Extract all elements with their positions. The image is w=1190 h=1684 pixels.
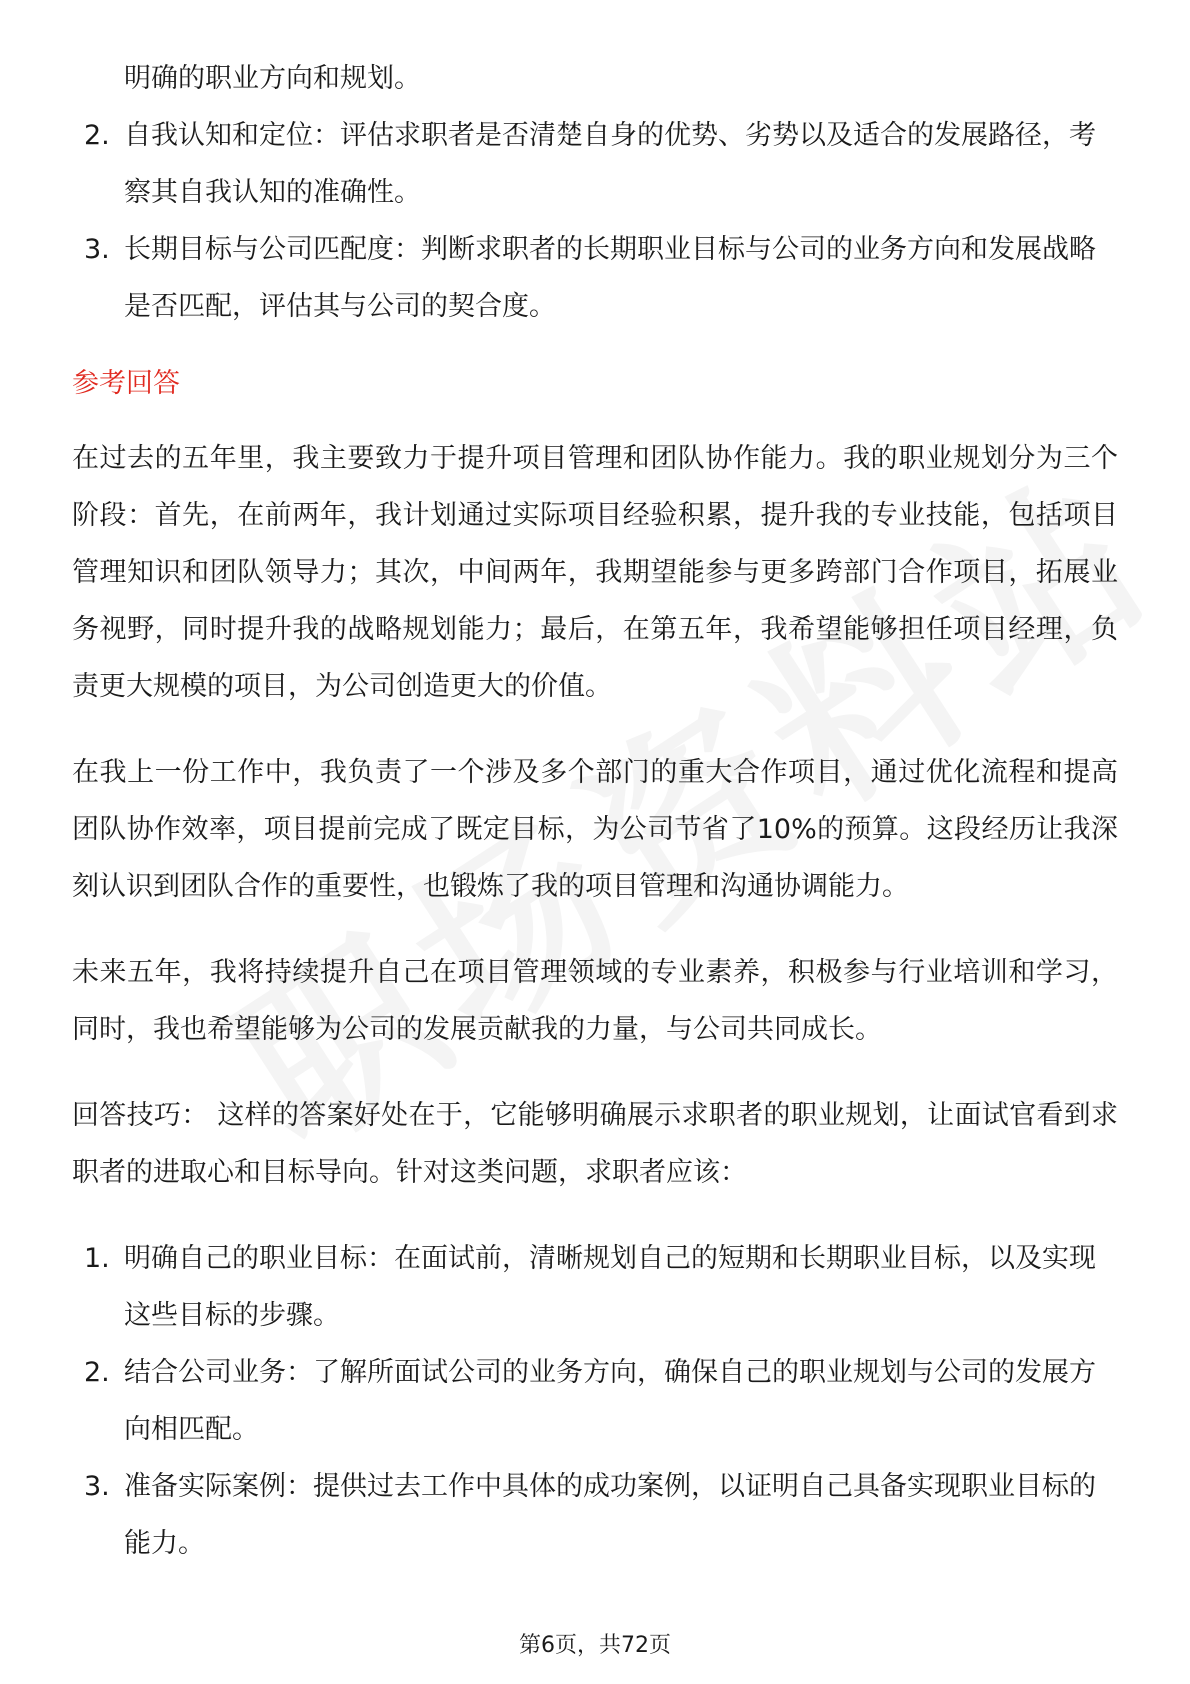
list-item-text: 准备实际案例：提供过去工作中具体的成功案例，以证明自己具备实现职业目标的能力。 <box>124 1471 1096 1559</box>
page-number-footer: 第6页，共72页 <box>519 1633 671 1658</box>
list-item <box>72 107 1118 221</box>
list-item <box>72 1230 1118 1344</box>
list-item-number: 3. <box>84 234 110 265</box>
list-item <box>72 221 1118 335</box>
list-item-number: 2. <box>84 120 110 151</box>
answer-paragraph: 在我上一份工作中，我负责了一个涉及多个部门的重大合作项目，通过优化流程和提高团队协作效率，项目提前完成了既定目标，为公司节省了10%的预算。这段经历让我深刻认识到团队合作的重要性，也锻炼了我的项目管理和沟通协调能力。 <box>72 757 1118 902</box>
list-item-continuation: 明确的职业方向和规划。 <box>124 63 421 94</box>
list-item-text: 自我认知和定位：评估求职者是否清楚自身的优势、劣势以及适合的发展路径，考察其自我认知的准确性。 <box>124 120 1096 208</box>
page-content <box>72 50 1118 1572</box>
reference-answer-heading: 参考回答 <box>72 368 180 399</box>
list-item-number: 1. <box>84 1243 110 1274</box>
tips-list <box>72 1230 1118 1572</box>
list-item <box>72 1458 1118 1572</box>
list-item-number: 2. <box>84 1357 110 1388</box>
answer-paragraph: 在过去的五年里，我主要致力于提升项目管理和团队协作能力。我的职业规划分为三个阶段：首先，在前两年，我计划通过实际项目经验积累，提升我的专业技能，包括项目管理知识和团队领导力；其次，中间两年，我期望能参与更多跨部门合作项目，拓展业务视野，同时提升我的战略规划能力；最后，在第五年，我希望能够担任项目经理，负责更大规模的项目，为公司创造更大的价值。 <box>72 443 1118 702</box>
list-item-number: 3. <box>84 1471 110 1502</box>
list-item-text: 明确自己的职业目标：在面试前，清晰规划自己的短期和长期职业目标，以及实现这些目标的步骤。 <box>124 1243 1096 1331</box>
evaluation-points-list <box>72 107 1118 335</box>
list-item-text: 长期目标与公司匹配度：判断求职者的长期职业目标与公司的业务方向和发展战略是否匹配，评估其与公司的契合度。 <box>124 234 1096 322</box>
list-item <box>72 1344 1118 1458</box>
answer-tips-paragraph: 回答技巧： 这样的答案好处在于，它能够明确展示求职者的职业规划，让面试官看到求职者的进取心和目标导向。针对这类问题，求职者应该： <box>72 1100 1118 1188</box>
list-item-text: 结合公司业务：了解所面试公司的业务方向，确保自己的职业规划与公司的发展方向相匹配。 <box>124 1357 1096 1445</box>
answer-paragraph: 未来五年，我将持续提升自己在项目管理领域的专业素养，积极参与行业培训和学习，同时，我也希望能够为公司的发展贡献我的力量，与公司共同成长。 <box>72 957 1118 1045</box>
